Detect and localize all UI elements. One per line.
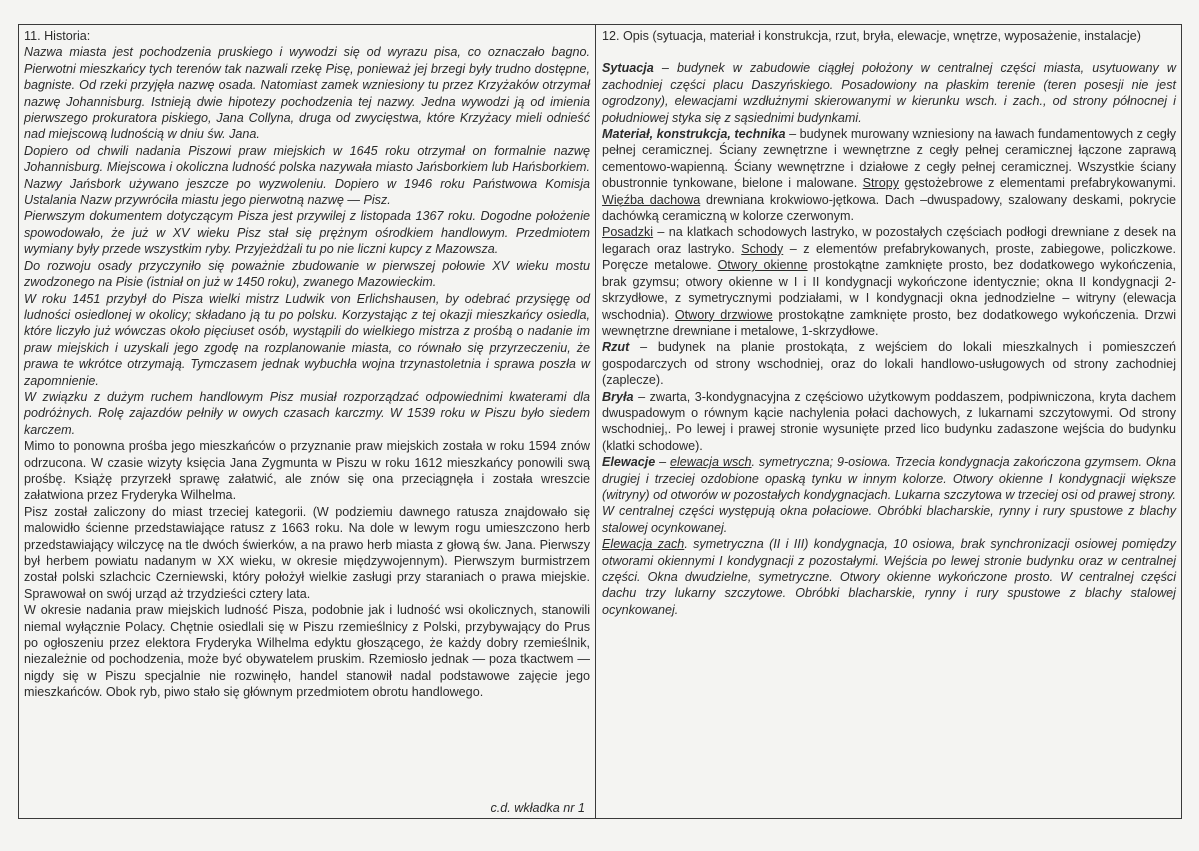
elewacja-wsch-text: . symetryczna; 9-osiowa. Trzecia kondygnacja zakończona gzymsem. Okna drugiej i trzeciej ozdobione opaską tynku w innym kolorze. Otwory okienne I kondygnacji większe (witryny) od otworów w pozostałych kondygnacjach. Lukarna szczytowa w trzeciej osi od prawej strony. W centralnej części występują okna połaciowe. Obróbki blacharskie, rynny i rury spustowe z blachy stalowej ocynkowanej. (602, 455, 1176, 535)
sytuacja-text: – budynek w zabudowie ciągłej położony w centralnej części miasta, usytuowany w zachodniej części placu Daszyńskiego. Posadowiony na płaskim terenie (teren posesji nie jest ogrodzony), elewacjami wzdłużnymi skierowanymi w kierunku wsch. i zach., od strony północnej i południowej styka się z sąsiednimi budynkami. (602, 61, 1176, 125)
description-column (596, 25, 1181, 818)
wiezba-label: Więźba dachowa (602, 192, 701, 207)
history-paragraph-2: Dopiero od chwili nadania Piszowi praw miejskich w 1645 roku otrzymał on formalnie nazwę Johannisburg. Miejscowa i okoliczna ludność polska nazywała miasto Jańsborkiem lub Hańsborkiem. Nazwy Jańsbork używano jeszcze po wyzwoleniu. Dopiero w 1946 roku Państwowa Komisja Ustalania Nazw przywróciła miastu jego pierwotną nazwę — Pisz. (24, 143, 590, 208)
bryla-label: Bryła (602, 389, 634, 404)
rzut-text: – budynek na planie prostokąta, z wejściem do lokali mieszkalnych i pomieszczeń gospodarczych od strony wschodniej, oraz do lokali handlowo-usługowych od strony zachodniej (zaplecze). (602, 340, 1176, 388)
stropy-label: Stropy (862, 176, 900, 191)
history-paragraph-6: W związku z dużym ruchem handlowym Pisz musiał rozporządzać odpowiednimi kwaterami dla podróżnych. Rolę zajazdów pełniły w owych czasach karczmy. W 1539 roku w Piszu było siedem karczem. (24, 389, 590, 437)
sytuacja-paragraph (602, 60, 1176, 126)
history-paragraph-4: Do rozwoju osady przyczyniło się poważnie zbudowanie w pierwszej połowie XV wieku mostu zwodzonego na Pisie (istniał on już w 1450 roku), zwanego Mazowieckim. (24, 258, 590, 290)
otwory-drzwiowe-label: Otwory drzwiowe (674, 307, 773, 322)
material-label: Materiał, konstrukcja, technika (602, 127, 786, 142)
posadzki-text: – na klatkach schodowych lastryko, w pozostałych częściach podłogi drewniane z desek na legarach oraz lastryko. (602, 225, 1176, 256)
rzut-label: Rzut (602, 340, 630, 355)
history-paragraph-7: Mimo to ponowna prośba jego mieszkańców o przyznanie praw miejskich została w roku 1594 znów odrzucona. W czasie wizyty księcia Jana Zygmunta w Piszu w roku 1612 mieszkańcy ponowili swą prośbę. Książę przyrzekł sprawę załatwić, ale znów się ona przeciągnęła i została wreszcie załatwiona przez Fryderyka Wilhelma. (24, 439, 590, 503)
otwory-okienne-label: Otwory okienne (717, 258, 808, 273)
elewacja-wsch-label: elewacja wsch (669, 455, 752, 470)
continuation-note: c.d. wkładka nr 1 (490, 800, 585, 815)
material-text: – budynek murowany wzniesiony na ławach fundamentowych z cegły pełnej ceramicznej. Ściany zewnętrzne i wewnętrzne z cegły pełnej ceramicznej łączone zaprawą cementowo-wapienną. Ściany wewnętrzne i działowe z cegły pełnej ceramicznej. Wszystkie ściany obustronnie tynkowane, bielone i malowane. (602, 127, 1176, 191)
posadzki-label: Posadzki (602, 225, 654, 240)
wiezba-text: drewniana krokwiowo-jętkowa. Dach –dwuspadowy, szalowany deskami, pokrycie dachówką ceramiczną w kolorze czerwonym. (602, 192, 1176, 224)
otwory-drzwiowe-text: prostokątne zamknięte prosto, bez dodatkowego wykończenia. Drzwi wewnętrzne drewniane i metalowe, 1-skrzydłowe. (602, 307, 1177, 338)
history-heading: 11. Historia: (24, 29, 91, 43)
history-paragraph-1: Nazwa miasta jest pochodzenia pruskiego i wywodzi się od wyrazu pisa, co oznaczało bagno. Pierwotni mieszkańcy tych terenów tak nazwali rzekę Pisę, ponieważ jej brzegi były trudno dostępne, bagniste. Od rzeki przyjęła nazwę osada. Natomiast zamek wzniesiony tu przez Krzyżaków otrzymał nazwę Johannisburg. Istnieją dwie hipotezy pochodzenia tej nazwy. Jedna wywodzi ją od imienia pierwszego prokuratora piskiego, Jana Collyna, druga od zwycięstwa, które Krzyżacy mieli odnieść nad miejscową ludnością w dniu św. Jana. (24, 45, 590, 142)
bryla-paragraph (602, 389, 1176, 455)
elewacje-paragraph (602, 454, 1176, 536)
schody-label: Schody (741, 241, 784, 256)
description-heading: 12. Opis (sytuacja, materiał i konstrukcja, rzut, bryła, elewacje, wnętrze, wyposażenie, instalacje) (602, 29, 1141, 43)
sytuacja-label: Sytuacja (602, 61, 654, 76)
history-paragraph-9: W okresie nadania praw miejskich ludność Pisza, podobnie jak i ludność wsi okolicznych, stanowili niemal wyłącznie Polacy. Chętnie osiedlali się w Piszu rzemieślnicy z Polski, przybywający do Prus po ogłoszeniu przez elektora Fryderyka Wilhelma edyktu głoszącego, że każdy dobry rzemieślnik, niezależnie od pochodzenia, może być obywatelem pruskim. Rzemiosło jednak — poza tkactwem — nigdy się w Piszu specjalnie nie rozwinęło, handel stanowił nadal podstawowe zajęcie jego mieszkańców. Obok ryb, piwo stało się głównym przedmiotem obrotu handlowego. (24, 603, 590, 700)
history-paragraph-8: Pisz został zaliczony do miast trzeciej kategorii. (W podziemiu dawnego ratusza znajdowało się malowidło ścienne przedstawiające ratusz z 1663 roku. Na dole w lewym rogu umieszczono herb przedstawiający wilczycę na tle dwóch świerków, a na prawo herb miasta z głową św. Jana. Pierwszy był herbem powiatu nadanym w XX wieku, w okresie międzywojennym). Pierwszym burmistrzem został polski szlachcic Czerniewski, który położył wielkie zasługi przy staraniach o prawa miejskie. Sprawował on swój urząd aż trzydzieści cztery lata. (24, 504, 590, 601)
rzut-paragraph (602, 339, 1176, 388)
material-paragraph (602, 126, 1176, 224)
history-paragraph-5: W roku 1451 przybył do Pisza wielki mistrz Ludwik von Erlichshausen, by odebrać przysięgę od ludności osiedlonej w okolicy; składano ją tu po polsku. Korzystając z tej okazji mieszkańcy osiedla, które liczyło już wówczas około pięciuset osób, wystąpili do wielkiego mistrza z prośbą o nadanie im praw miejskich i uzyskali jego zgodę na rozplanowanie miasta, co równało się przyrzeczeniu, że prawa te wkrótce otrzymają. Tymczasem jednak wybuchła wojna trzynastoletnia i sprawa poszła w zapomnienie. (24, 291, 590, 388)
record-card-frame (18, 24, 1182, 819)
bryla-text: – zwarta, 3-kondygnacyjna z częściowo użytkowym poddaszem, podpiwniczona, kryta dachem dwuspadowym o równym kącie nachylenia połaci dachowych, z lukarnami szczytowymi. Od strony wschodniej,. Po lewej i prawej stronie wysunięte przed lico budynku zadaszone wejścia do budynku (klatki schodowe). (602, 389, 1176, 453)
spacer (602, 44, 1176, 60)
otwory-okienne-text: prostokątne zamknięte prosto, bez dodatkowego wykończenia, brak gzymsu; otwory okienne w I i II kondygnacji wykończone identycznie; okna II kondygnacji 2-skrzydłowe, z symetrycznymi podziałami, w I kondygnacji okna jednodzielne – witryny (elewacja wschodnia). (602, 258, 1176, 322)
posadzki-paragraph (602, 224, 1176, 339)
history-paragraph-3: Pierwszym dokumentem dotyczącym Pisza jest przywilej z listopada 1367 roku. Dogodne położenie spowodowało, że już w XV wieku Pisz stał się prężnym ośrodkiem handlowym. Przedmiotem wymiany były przede wszystkim ryby. Przyjeżdżali tu po nie liczni kupcy z Mazowsza. (24, 209, 590, 257)
elewacja-zach-text: . symetryczna (II i III) kondygnacja, 10 osiowa, brak synchronizacji osiowej pomiędzy otworami okiennymi I kondygnacji z pozostałymi. Wejścia po lewej stronie budynku oraz w centralnej części. Okna dwudzielne, symetryczne. Otwory okienne wykończone prosto. W centralnej części dachu trzy lukarny szczytowe. Obróbki blacharskie, rynny i rury spustowe z blachy stalowej ocynkowanej. (602, 537, 1176, 617)
history-column (19, 25, 596, 818)
elewacja-zach-label: Elewacja zach (602, 537, 685, 552)
elewacja-zach-paragraph (602, 536, 1176, 618)
schody-text: – z elementów prefabrykowanych, proste, zabiegowe, policzkowe. Poręcze metalowe. (602, 241, 1176, 273)
elewacje-label: Elewacje (602, 455, 656, 470)
stropy-text: gęstożebrowe z elementami prefabrykowanymi. (899, 176, 1176, 191)
elewacje-dash: – (655, 455, 670, 470)
